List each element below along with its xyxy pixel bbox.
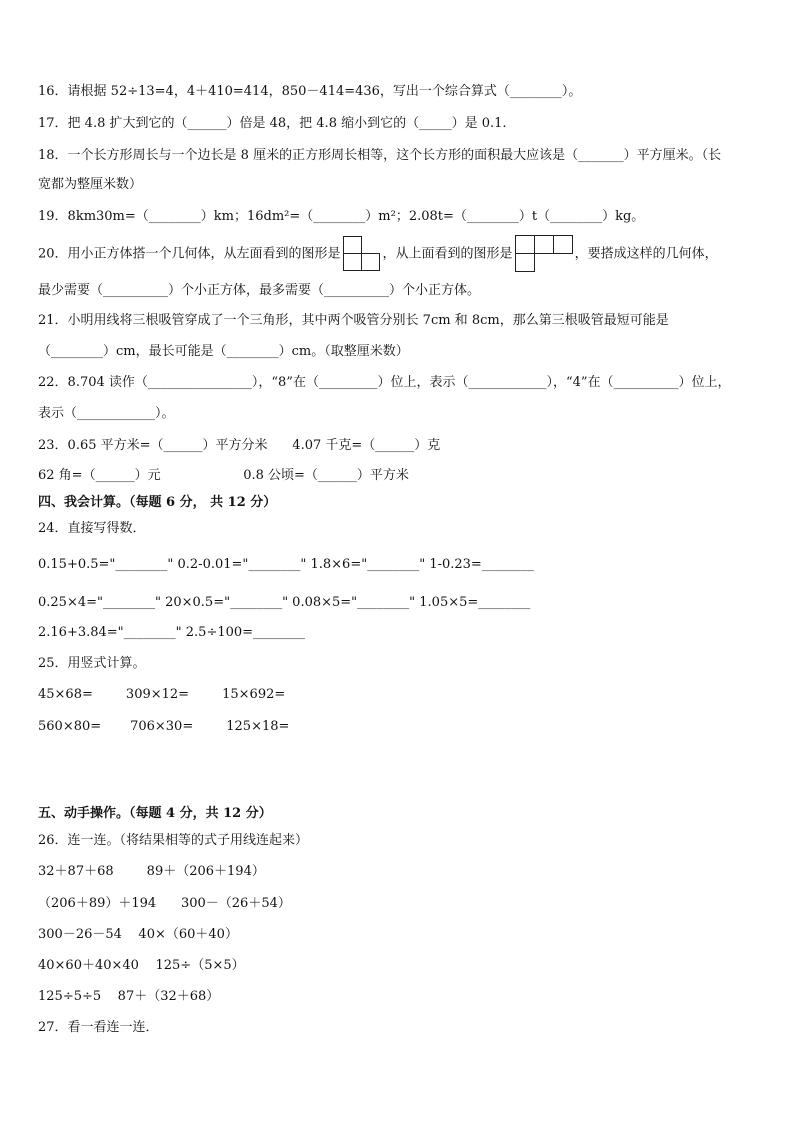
question-24-row1: 0.15+0.5="________" 0.2-0.01="________" 1.8×6="________" 1-0.23=________ [38, 557, 534, 572]
question-25-row2: 560×80= 706×30= 125×18= [38, 719, 290, 734]
question-23-line2: 62 角=（______）元 0.8 公顷=（______）平方米 [38, 468, 409, 483]
question-25: 25．用竖式计算。 [38, 656, 146, 671]
question-24-row2: 0.25×4="________" 20×0.5="________" 0.08×5="________" 1.05×5=________ [38, 595, 531, 610]
question-20-text-a: 20．用小正方体搭一个几何体，从左面看到的图形是 [38, 246, 341, 262]
question-20-text-c: ，要搭成这样的几何体， [574, 246, 718, 262]
question-25-row1: 45×68= 309×12= 15×692= [38, 687, 286, 702]
question-18-line2: 宽都为整厘米数） [38, 177, 143, 192]
question-27: 27．看一看连一连． [38, 1020, 159, 1035]
question-20-text-b: ，从上面看到的图形是 [382, 246, 513, 262]
question-20-line2: 最少需要（__________）个小正方体，最多需要（__________）个小正方体。 [38, 283, 481, 298]
question-24: 24．直接写得数． [38, 521, 146, 536]
question-26-row1: 32＋87＋68 89＋（206＋194） [38, 864, 265, 879]
top-view-figure [515, 235, 573, 273]
question-21-line2: （________）cm，最长可能是（________）cm。（取整厘米数） [38, 344, 409, 359]
question-22-line2: 表示（____________）。 [38, 406, 175, 421]
question-19: 19．8km30m=（________）km；16dm²=（________）m²；2.08t=（________）t（________）kg。 [38, 209, 645, 224]
left-view-figure [343, 236, 381, 272]
question-21-line1: 21．小明用线将三根吸管穿成了一个三角形，其中两个吸管分别长 7cm 和 8cm，那么第三根吸管最短可能是 [38, 313, 669, 328]
question-26-row5: 125÷5÷5 87＋（32＋68） [38, 989, 220, 1004]
question-20-line1 [38, 235, 718, 274]
question-26: 26．连一连。（将结果相等的式子用线连起来） [38, 833, 309, 848]
question-16: 16．请根据 52÷13=4，4＋410=414，850－414=436，写出一个综合算式（________）。 [38, 84, 582, 99]
question-26-row4: 40×60＋40×40 125÷（5×5） [38, 958, 245, 973]
question-26-row3: 300－26－54 40×（60＋40） [38, 927, 238, 942]
question-24-row3: 2.16+3.84="________" 2.5÷100=________ [38, 625, 306, 640]
question-18-line1: 18．一个长方形周长与一个边长是 8 厘米的正方形周长相等，这个长方形的面积最大应该是（_______）平方厘米。（长 [38, 148, 722, 163]
question-22-line1: 22．8.704 读作（________________），“8”在（_________）位上，表示（____________），“4”在（__________）位上， [38, 375, 731, 390]
question-17: 17．把 4.8 扩大到它的（______）倍是 48，把 4.8 缩小到它的（_____）是 0.1. [38, 116, 507, 131]
question-23-line1: 23．0.65 平方米=（______）平方分米 4.07 千克=（______）克 [38, 438, 441, 453]
section-5-heading: 五、动手操作。（每题 4 分，共 12 分） [38, 806, 272, 821]
section-4-heading: 四、我会计算。（每题 6 分， 共 12 分） [38, 495, 277, 510]
question-26-row2: （206＋89）＋194 300－（26＋54） [38, 896, 291, 911]
